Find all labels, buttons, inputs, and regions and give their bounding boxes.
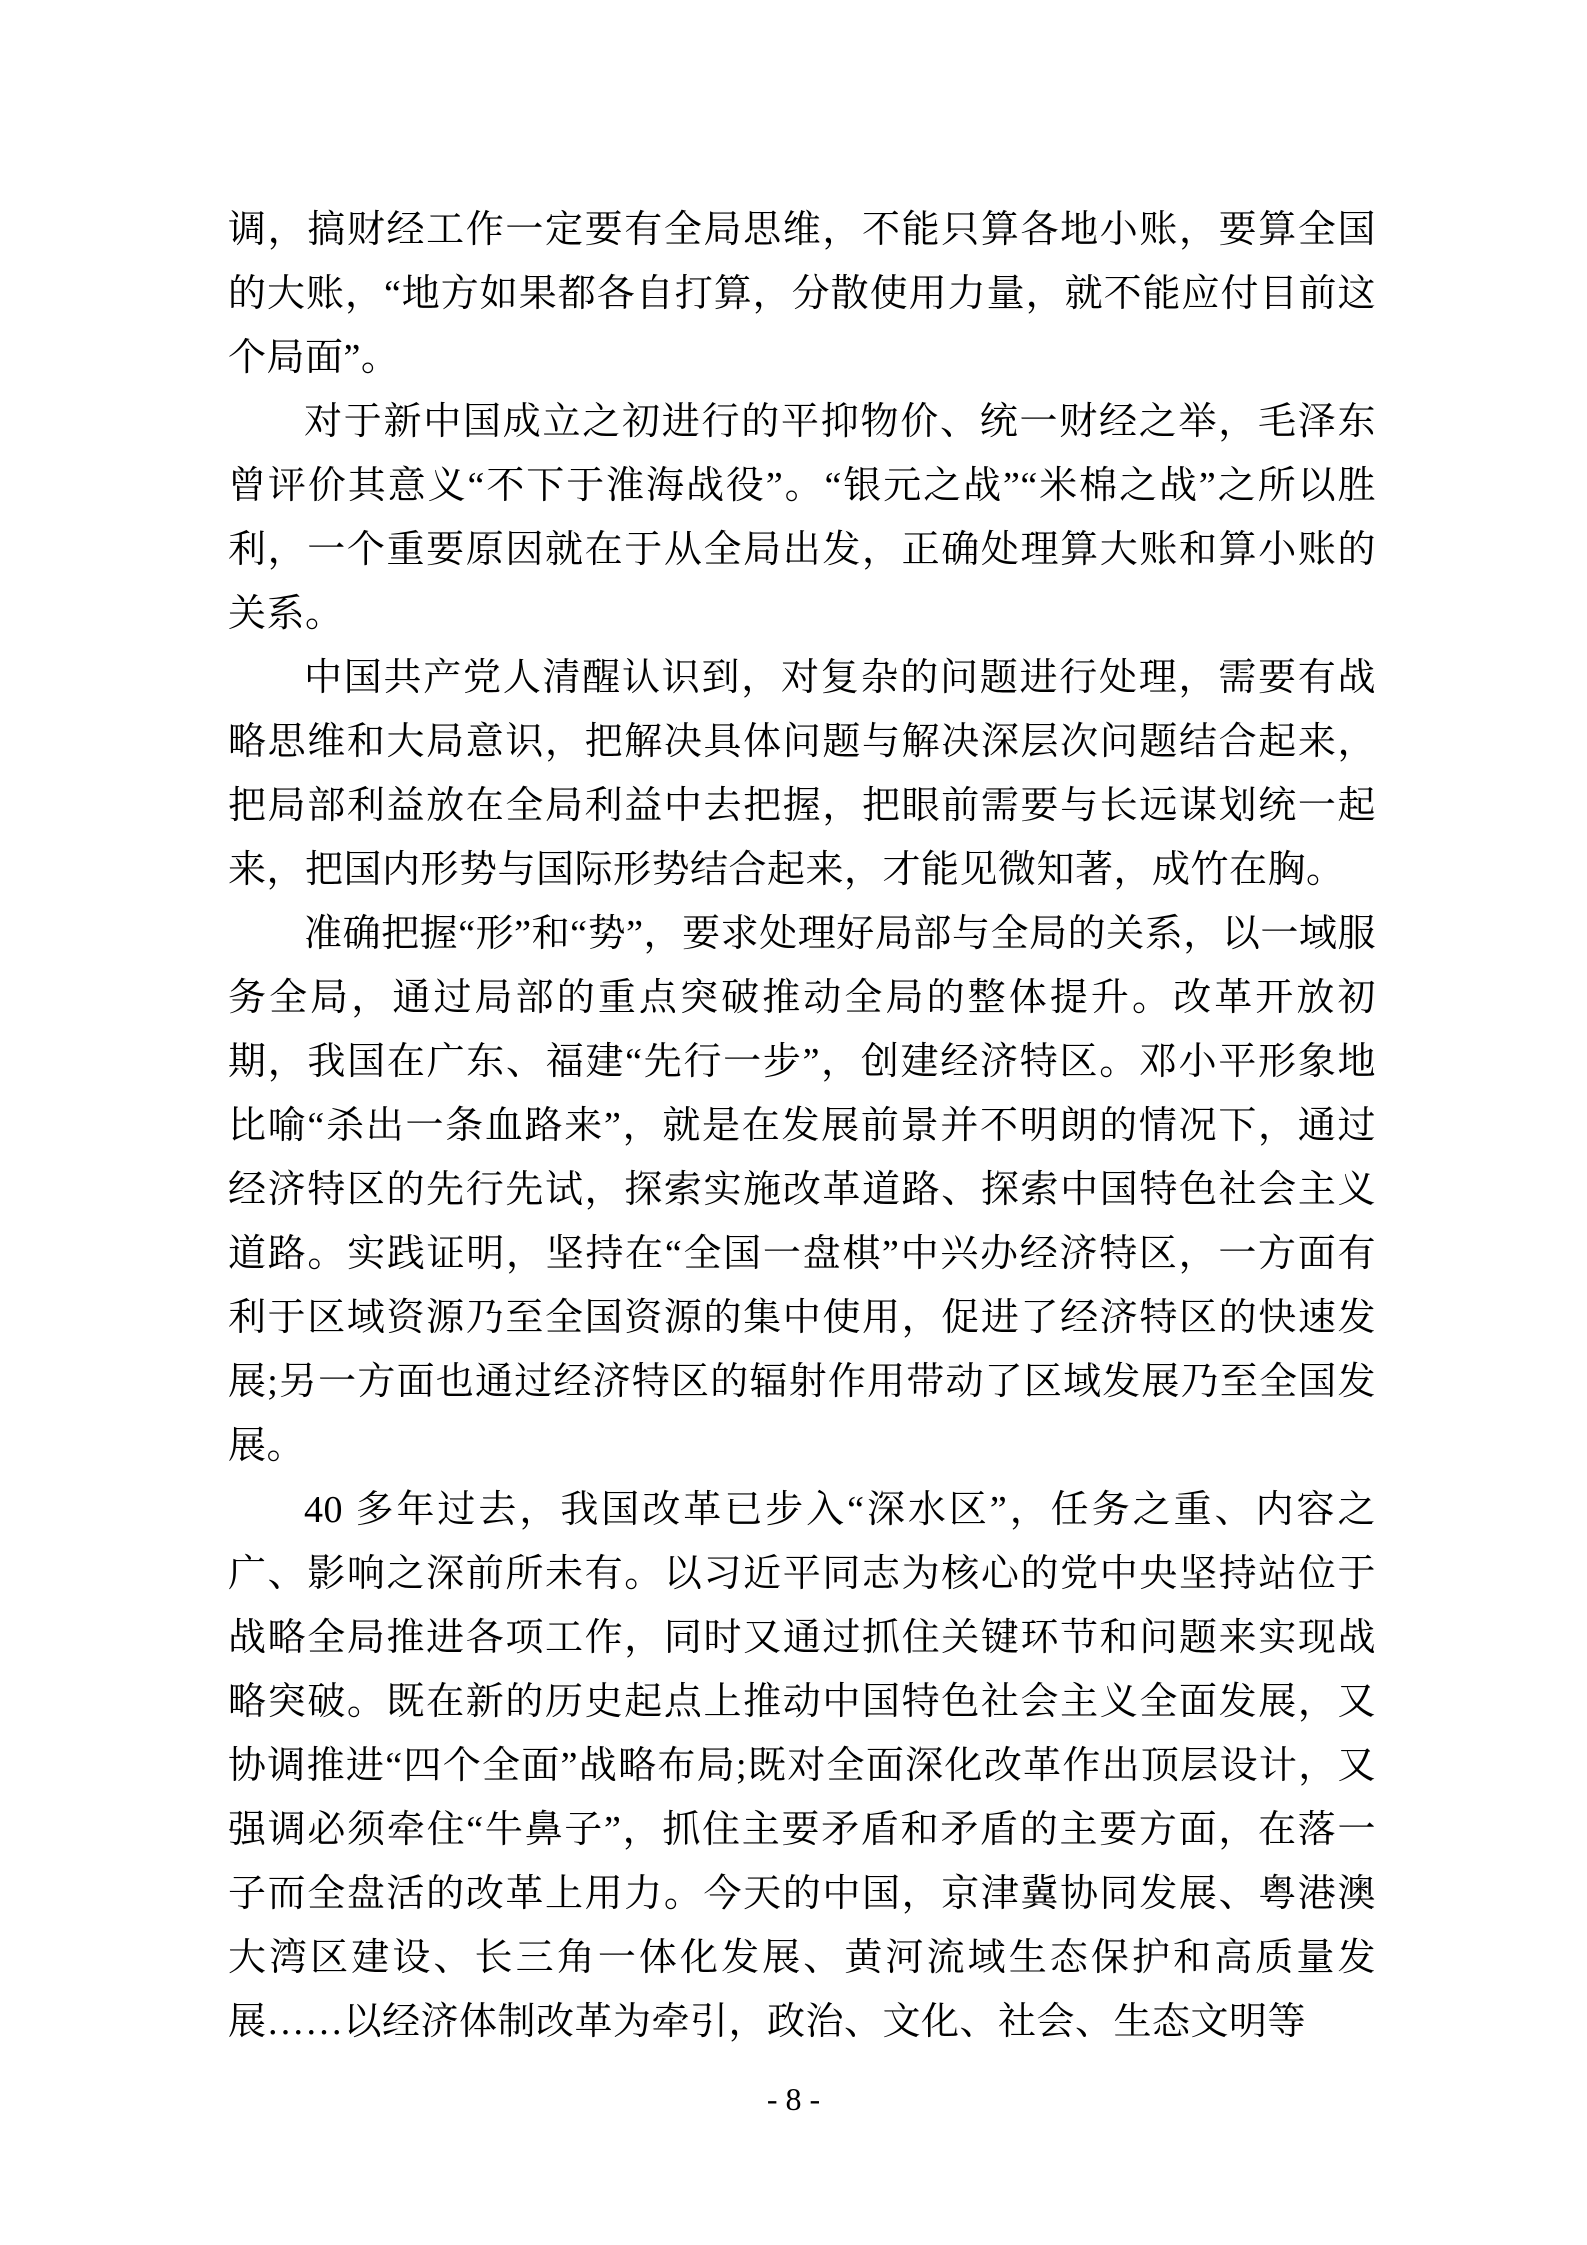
paragraph-gaige-shenshuiqu: 40 多年过去，我国改革已步入“深水区”，任务之重、内容之广、影响之深前所未有。以习近平同志为核心的党中央坚持站位于战略全局推进各项工作，同时又通过抓住关键环节和问题来实现战略突破。既在新的历史起点上推动中国特色社会主义全面发展，又协调推进“四个全面”战略布局;既对全面深化改革作出顶层设计，又强调必须牵住“牛鼻子”，抓住主要矛盾和矛盾的主要方面，在落一子而全盘活的改革上用力。今天的中国，京津冀协同发展、粤港澳大湾区建设、长三角一体化发展、黄河流域生态保护和高质量发展……以经济体制改革为牵引，政治、文化、社会、生态文明等 — [228, 1489, 1376, 2043]
paragraph-zhanlve-siwei: 中国共产党人清醒认识到，对复杂的问题进行处理，需要有战略思维和大局意识，把解决具体问题与解决深层次问题结合起来，把局部利益放在全局利益中去把握，把眼前需要与长远谋划统一起来，把国内形势与国际形势结合起来，才能见微知著，成竹在胸。 — [228, 657, 1376, 891]
page-body-text — [228, 198, 1376, 2054]
page-number: - 8 - — [766, 2081, 821, 2117]
paragraph-continuation: 调，搞财经工作一定要有全局思维，不能只算各地小账，要算全国的大账，“地方如果都各自打算，分散使用力量，就不能应付目前这个局面”。 — [228, 209, 1376, 379]
paragraph-xing-he-shi: 准确把握“形”和“势”，要求处理好局部与全局的关系，以一域服务全局，通过局部的重点突破推动全局的整体提升。改革开放初期，我国在广东、福建“先行一步”，创建经济特区。邓小平形象地比喻“杀出一条血路来”，就是在发展前景并不明朗的情况下，通过经济特区的先行先试，探索实施改革道路、探索中国特色社会主义道路。实践证明，坚持在“全国一盘棋”中兴办经济特区，一方面有利于区域资源乃至全国资源的集中使用，促进了经济特区的快速发展;另一方面也通过经济特区的辐射作用带动了区域发展乃至全国发展。 — [228, 913, 1376, 1467]
paragraph-pingyi-wujia: 对于新中国成立之初进行的平抑物价、统一财经之举，毛泽东曾评价其意义“不下于淮海战役”。“银元之战”“米棉之战”之所以胜利，一个重要原因就在于从全局出发，正确处理算大账和算小账的关系。 — [228, 401, 1376, 635]
